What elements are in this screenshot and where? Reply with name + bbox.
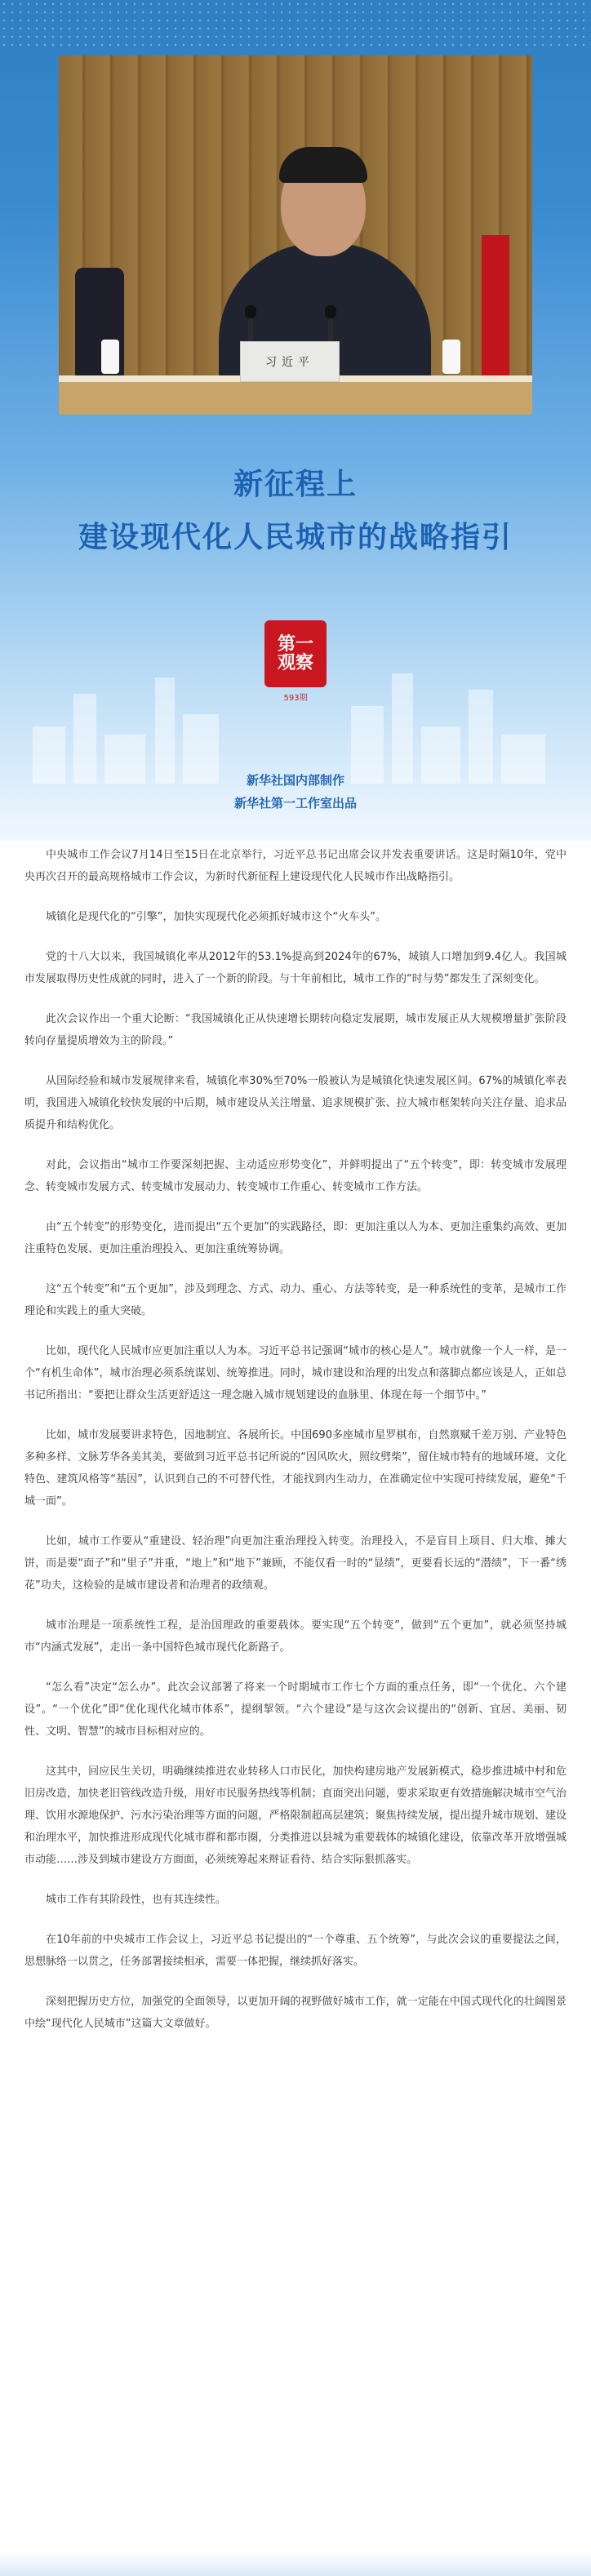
hero-banner (0, 0, 591, 841)
article-paragraph: 城市治理是一项系统性工程，是治国理政的重要载体。要实现“五个转变”，做到“五个更加”，就必须坚持城市“内涵式发展”，走出一条中国特色城市现代化新路子。 (24, 1619, 567, 1654)
article-paragraph: 城镇化是现代化的“引擎”，加快实现现代化必须抓好城市这个“火车头”。 (46, 911, 386, 923)
article-paragraph: 中央城市工作会议7月14日至15日在北京举行，习近平总书记出席会议并发表重要讲话。这是时隔10年，党中央再次召开的最高规格城市工作会议，为新时代新征程上建设现代化人民城市作出战略指引。 (24, 849, 567, 883)
article-paragraph: 由“五个转变”的形势变化，进而提出“五个更加”的实践路径，即：更加注重以人为本、更加注重集约高效、更加注重特色发展、更加注重治理投入、更加注重统筹协调。 (24, 1221, 567, 1255)
photo-microphone-icon (325, 305, 336, 318)
article-paragraph: 比如，城市工作要从“重建设、轻治理”向更加注重治理投入转变。治理投入，不是盲目上项目、归大堆、摊大饼，而是要“面子”和“里子”并重，“地上”和“地下”兼顾，不能仅看一时的“显绩”，更要看长远的“潜绩”，下一番“绣花”功夫，这检验的是城市建设者和治理者的政绩观。 (24, 1535, 567, 1592)
seal-line1: 第一 (277, 633, 313, 655)
article-paragraph: 从国际经验和城市发展规律来看，城镇化率30%至70%一般被认为是城镇化快速发展区间。67%的城镇化率表明，我国进入城镇化较快发展的中后期，城市建设从关注增量、追求规模扩张、拉大城市框架转向关注存量、追求品质提升和结构优化。 (24, 1075, 567, 1131)
page-title-line2: 建设现代化人民城市的战略指引 (78, 520, 513, 554)
photo-desk (59, 382, 532, 415)
article-paragraph: 城市工作有其阶段性，也有其连续性。 (46, 1894, 227, 1906)
photo-microphone-icon (245, 305, 256, 318)
article-paragraph: 这“五个转变”和“五个更加”，涉及到理念、方式、动力、重心、方法等转变，是一种系统性的变革，是城市工作理论和实践上的重大突破。 (24, 1283, 567, 1317)
photo-nameplate: 习近平 (240, 341, 340, 382)
article-paragraphs (0, 841, 591, 2035)
article-body (0, 841, 591, 2576)
article-paragraph: 深刻把握历史方位，加强党的全面领导，以更加开阔的视野做好城市工作，就一定能在中国式现代化的壮阔图景中绘“现代化人民城市”这篇大文章做好。 (24, 1996, 567, 2030)
article-paragraph: 此次会议作出一个重大论断：“我国城镇化正从快速增长期转向稳定发展期，城市发展正从大规模增量扩张阶段转向存量提质增效为主的阶段。” (24, 1013, 567, 1047)
article-paragraph: 在10年前的中央城市工作会议上，习近平总书记提出的“一个尊重、五个统筹”，与此次会议的重要提法之间，思想脉络一以贯之，任务部署接续相承，需要一体把握，继续抓好落实。 (24, 1934, 567, 1968)
article-paragraph: 比如，现代化人民城市应更加注重以人为本。习近平总书记强调“城市的核心是人”。城市就像一个人一样，是一个“有机生命体”，城市治理必须系统谋划、统筹推进。同时，城市建设和治理的出发点和落脚点都应该是人，正如总书记所指出：“要把让群众生活更舒适这一理念融入城市规划建设的血脉里、体现在每一个细节中。” (24, 1345, 567, 1401)
photo-cup (442, 340, 460, 374)
credit-line2: 新华社第一工作室出品 (233, 796, 357, 811)
article-paragraph: 党的十八大以来，我国城镇化率从2012年的53.1%提高到2024年的67%，城镇人口增加到9.4亿人。我国城市发展取得历史性成就的同时，进入了一个新的阶段。与十年前相比，城市工作的“时与势”都发生了深刻变化。 (24, 951, 567, 985)
article-paragraph: “怎么看”决定“怎么办”。此次会议部署了将来一个时期城市工作七个方面的重点任务，即“一个优化、六个建设”。“一个优化”即“优化现代化城市体系”，提纲挈领。“六个建设”是与这次会议提出的“创新、宜居、美丽、韧性、文明、智慧”的城市目标相对应的。 (24, 1681, 567, 1738)
first-observation-seal (264, 620, 327, 687)
photo-cup (101, 340, 119, 374)
article-paragraph: 比如，城市发展要讲求特色，因地制宜、各展所长。中国690多座城市星罗棋布，自然禀赋千差万别、产业特色多种多样、文脉芳华各美其美，要做到习近平总书记所说的“因风吹火，照纹劈柴”，留住城市特有的地域环境、文化特色、建筑风格等“基因”，认识到自己的不可替代性，才能找到内生动力，在准确定位中实现可持续发展，避免“千城一面”。 (24, 1429, 567, 1508)
credit-line1: 新华社国内部制作 (246, 773, 344, 788)
hero-photo (59, 56, 532, 415)
article-paragraph: 对此，会议指出“城市工作要深刻把握、主动适应形势变化”，并鲜明提出了“五个转变”，即：转变城市发展理念、转变城市发展方式、转变城市发展动力、转变城市工作重心、转变城市工作方法。 (24, 1159, 567, 1193)
dot-pattern-decoration (0, 0, 591, 49)
page-title-line1: 新征程上 (233, 467, 358, 501)
article-paragraph: 这其中，回应民生关切，明确继续推进农业转移人口市民化，加快构建房地产发展新模式，稳步推进城中村和危旧房改造，加快老旧管线改造升级，用好市民服务热线等机制；直面突出问题，要求采取更有效措施解决城市空气治理、饮用水源地保护、污水污染治理等方面的问题，严格限制超高层建筑；聚焦持续发展，提出提升城市规划、建设和治理水平，加快推进形成现代化城市群和都市圈，分类推进以县城为重要载体的城镇化建设，依靠改革开放增强城市动能……涉及到城市建设方方面面，必须统筹起来辩证看待、结合实际狠抓落实。 (24, 1765, 567, 1866)
photo-red-flag (482, 235, 509, 382)
seal-line2: 观察 (277, 652, 313, 673)
seal-issue-number: 593期 (283, 694, 308, 703)
photo-person-hair (279, 147, 367, 183)
bottom-fade-band (0, 2552, 591, 2576)
